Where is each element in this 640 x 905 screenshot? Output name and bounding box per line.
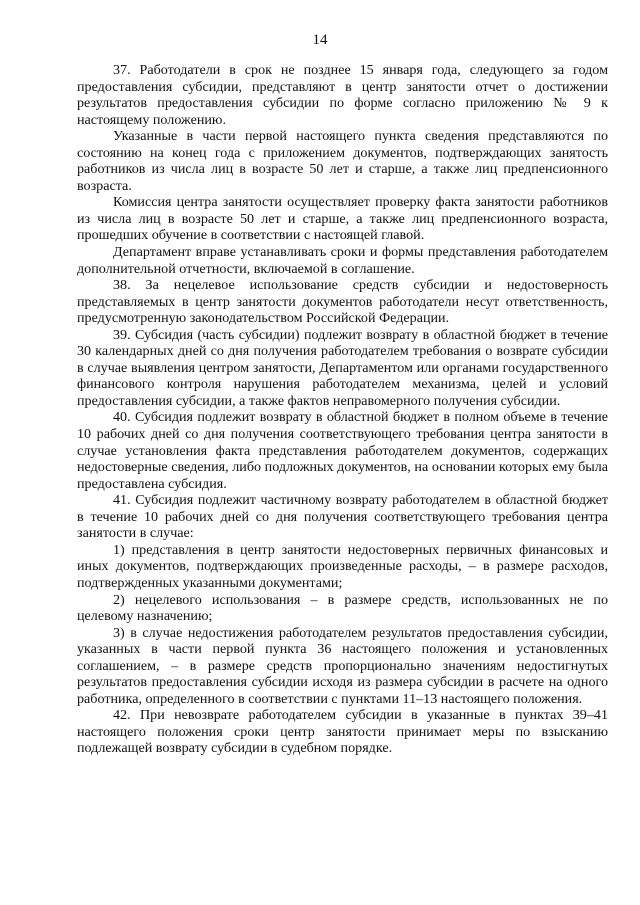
paragraph-37-part-4: Департамент вправе устанавливать сроки и формы представления работодателем дополнительной отчетности, включаемой в соглашение. [77, 244, 608, 277]
paragraph-38: 38. За нецелевое использование средств субсидии и недостоверность представляемых в центр занятости документов работодатели несут ответственность, предусмотренную законодательством Российской Федерации. [77, 277, 608, 327]
page-number: 14 [312, 32, 328, 48]
paragraph-40: 40. Субсидия подлежит возврату в областной бюджет в полном объеме в течение 10 рабочих дней со дня получения соответствующего требования центра занятости в случае установления факта представления работодателем документов, содержащих недостоверные сведения, либо подложных документов, на основании которых ему была предоставлена субсидия. [77, 409, 608, 492]
paragraph-37: 37. Работодатели в срок не позднее 15 января года, следующего за годом предоставления субсидии, представляют в центр занятости отчет о достижении результатов предоставления субсидии по форме согласно приложению № 9 к настоящему положению. [77, 62, 608, 128]
paragraph-41: 41. Субсидия подлежит частичному возврату работодателем в областной бюджет в течение 10 рабочих дней со дня получения соответствующего требования центра занятости в случае: [77, 492, 608, 542]
paragraph-41-item-3: 3) в случае недостижения работодателем результатов предоставления субсидии, указанных в части первой пункта 36 настоящего положения и установленных соглашением, – в размере средств пропорционально значениям недостигнутых результатов предоставления субсидии исходя из размера субсидии в расчете на одного работника, определенного в соответствии с пунктами 11–13 настоящего положения. [77, 624, 608, 707]
paragraph-37-part-2: Указанные в части первой настоящего пункта сведения представляются по состоянию на конец года с приложением документов, подтверждающих занятость работников из числа лиц в возрасте 50 лет и старше, а также лиц предпенсионного возраста. [77, 128, 608, 194]
paragraph-41-item-2: 2) нецелевого использования – в размере средств, использованных не по целевому назначению; [77, 591, 608, 625]
paragraph-39: 39. Субсидия (часть субсидии) подлежит возврату в областной бюджет в течение 30 календарных дней со дня получения работодателем требования о возврате субсидии в случае выявления центром занятости, Департаментом или органами государственного финансового контроля нарушения работодателем механизма, целей и условий предоставления субсидии, а также фактов неправомерного получения субсидии. [77, 326, 608, 409]
paragraph-37-part-3: Комиссия центра занятости осуществляет проверку факта занятости работников из числа лиц в возрасте 50 лет и старше, а также лиц предпенсионного возраста, прошедших обучение в соответствии с настоящей главой. [77, 194, 608, 244]
document-body [77, 62, 608, 757]
paragraph-42: 42. При невозврате работодателем субсидии в указанные в пунктах 39–41 настоящего положения сроки центр занятости принимает меры по взысканию подлежащей возврату субсидии в судебном порядке. [77, 707, 608, 757]
paragraph-41-item-1: 1) представления в центр занятости недостоверных первичных финансовых и иных документов, подтверждающих произведенные расходы, – в размере расходов, подтвержденных указанными документами; [77, 541, 608, 591]
